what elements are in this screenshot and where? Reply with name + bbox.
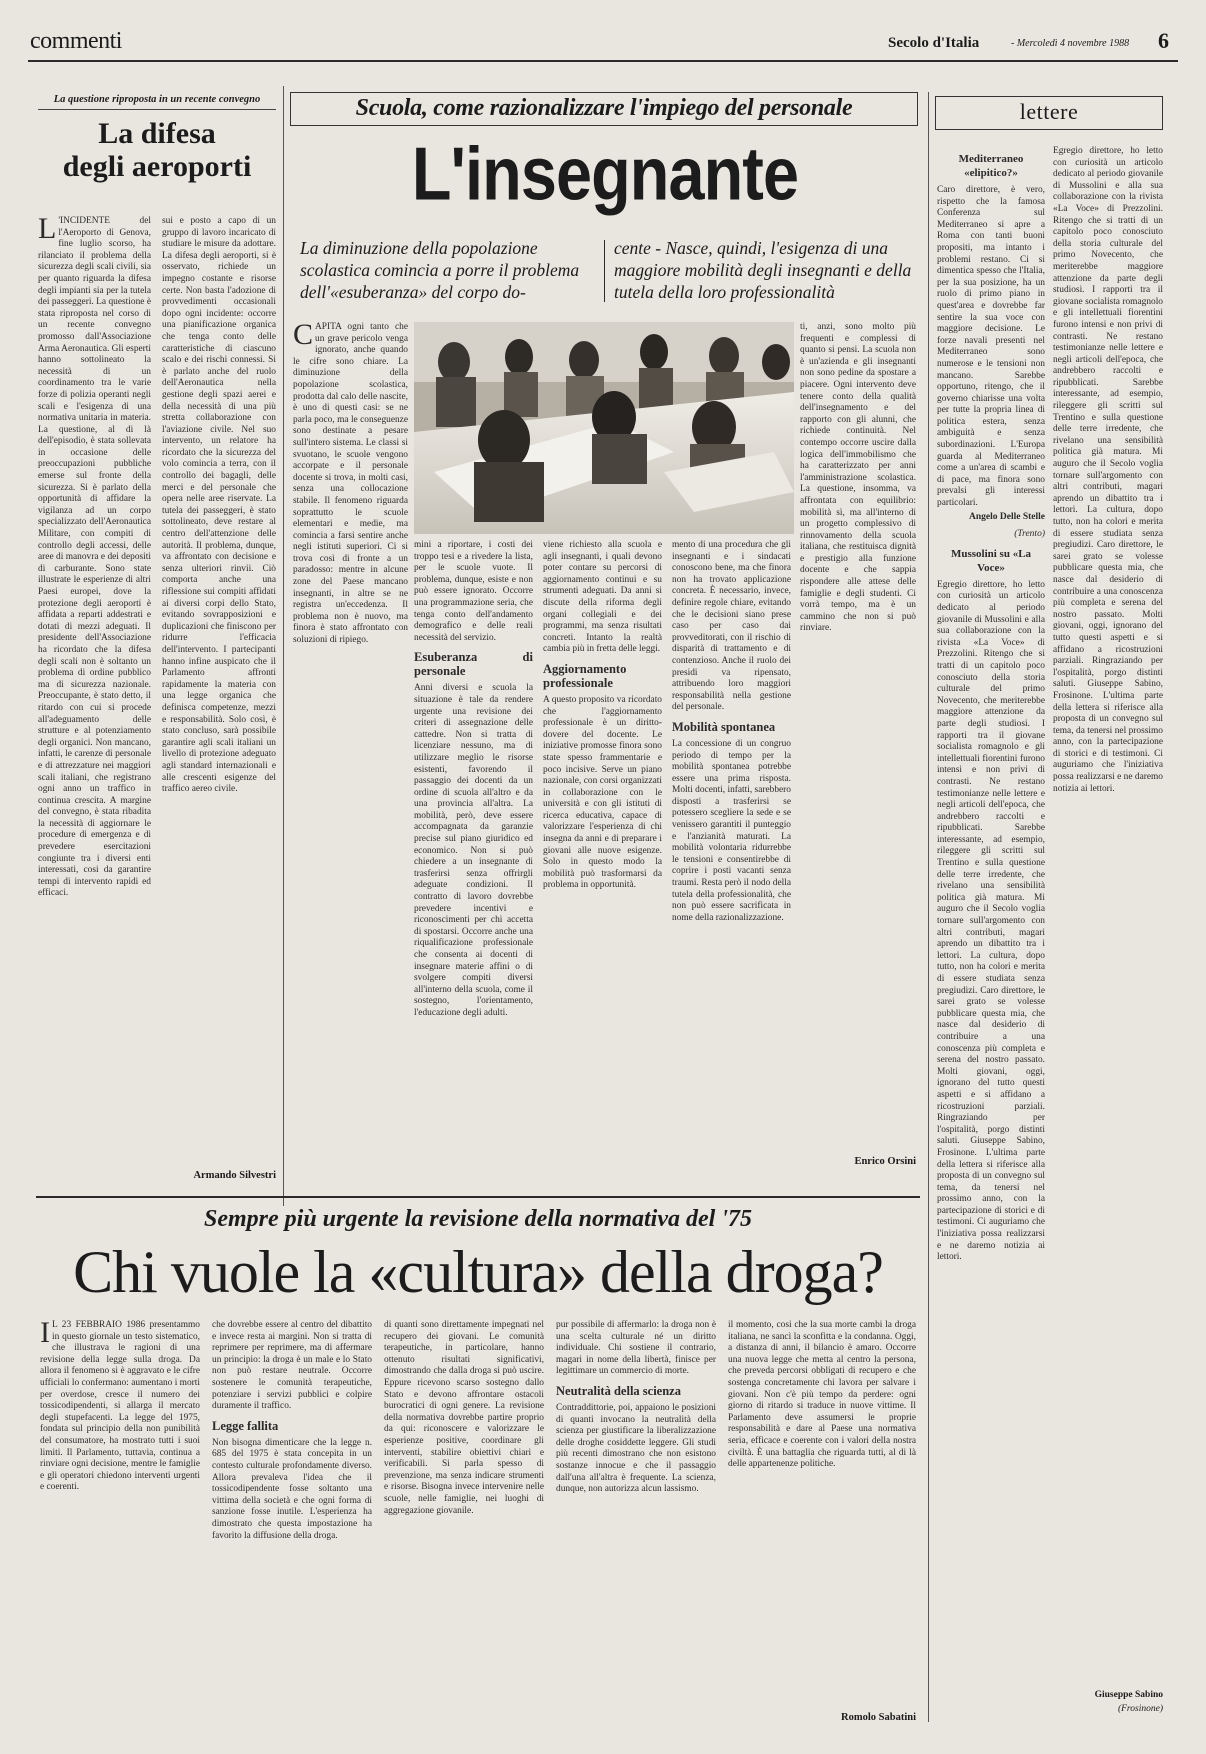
- center-col4: [672, 540, 791, 1180]
- center-kicker: Scuola, come razionalizzare l'impiego del personale: [355, 95, 853, 121]
- bottom-col3: [384, 1320, 544, 1720]
- letter2-city: (Frosinone): [1117, 1704, 1163, 1714]
- bottom-col2-text2: Non bisogna dimenticare che la legge n. 685 del 1975 è stata concepita in un contesto culturale profondamente diverso. Allora prevaleva l'idea che il tossicodipendente fosse soltanto una vittima della società e che ogni forma di sanzione fosse inutile. L'esperienza ha dimostrato che questa impostazione ha favorito la diffusione della droga.: [212, 1437, 372, 1541]
- bottom-byline: Romolo Sabatini: [841, 1712, 916, 1723]
- letter1-city: (Trento): [1014, 529, 1045, 540]
- bottom-col4-text2: Contraddittorie, poi, appaiono le posizioni di quanti invocano la neutralità della scienza per giustificare la liberalizzazione delle droghe cosiddette leggere. Gli studi più recenti dimostrano che non esistono sostanze innocue e che il passaggio dall'una all'altra è frequente. La scienza, dunque, non autorizza alcun lassismo.: [556, 1402, 716, 1495]
- section-label: commenti: [30, 28, 122, 54]
- center-byline: Enrico Orsini: [854, 1156, 916, 1167]
- bottom-col4-text: pur possibile di affermarlo: la droga non è una scelta culturale né un diritto individuale. Chi sostiene il contrario, magari in nome della libertà, finisce per legittimare un commercio di morte.: [556, 1320, 716, 1377]
- newspaper-name: Secolo d'Italia: [888, 35, 980, 51]
- center-col4-text2: La concessione di un congruo periodo di tempo per la mobilità spontanea potrebbe essere una prima risposta. Molti docenti, infatti, sarebbero disposti a trasferirsi se potessero scegliere la sede e se venissero garantiti il punteggio e l'anzianità maturati. La mobilità volontaria ridurrebbe le tensioni e consentirebbe di coprire i posti vacanti senza traumi. Resta però il nodo della tutela della professionalità, che non può essere sacrificata in nome della razionalizzazione.: [672, 738, 791, 923]
- center-col3-text2: A questo proposito va ricordato che l'aggiornamento professionale è un diritto-dovere del docente. Le iniziative promosse finora sono state spesso frammentarie e poco incisive. Serve un piano nazionale, con corsi organizzati in collaborazione con le università e con gli istituti di ricerca educativa, capace di valorizzare l'esperienza di chi insegna da anni e di preparare i giovani alle nuove esigenze. Solo in questo modo la mobilità può trasformarsi da problema in opportunità.: [543, 694, 662, 891]
- deck-divider: [604, 240, 605, 302]
- bottom-dropcap: I: [40, 1320, 50, 1349]
- left-article-col1: [38, 216, 151, 1191]
- center-col4-subhead: Mobilità spontanea: [672, 719, 776, 734]
- classroom-photo-illustration: [414, 322, 794, 534]
- center-col2: [414, 540, 533, 1180]
- classroom-photo: [414, 322, 794, 534]
- left-dropcap: L: [38, 216, 57, 245]
- left-article: [38, 94, 276, 1202]
- center-col1: [293, 322, 408, 1182]
- center-col2-subhead: Esuberanza di personale: [414, 650, 533, 679]
- issue-date: - Mercoledì 4 novembre 1988: [1011, 38, 1130, 49]
- center-col1-text: APITA ogni tanto che un grave pericolo venga ignorato, anche quando le cifre sono chiare. La diminuzione della popolazione scolastica, prodotta dal calo delle nascite, è uno di questi casi: se ne parla poco, ma le conseguenze sono destinate a pesare sull'intero sistema. Le classi si svuotano, le scuole vengono accorpate e il personale docente si trova, in molti casi, senza una collocazione stabile. Il fenomeno riguarda soprattutto le scuole elementari e medie, ma comincia a farsi sentire anche negli istituti superiori. Ci si trova così di fronte a un paradosso: mentre in alcune zone del Paese mancano insegnanti, in altre se ne registra un'eccedenza. Il problema non è nuovo, ma finora è stato affrontato con soluzioni di ripiego.: [293, 322, 408, 646]
- left-byline: Armando Silvestri: [193, 1170, 276, 1181]
- bottom-col4: [556, 1320, 716, 1720]
- center-deck-left: La diminuzione della popolazione scolastica comincia a porre il problema dell'«esuberanza» del corpo do-: [300, 238, 580, 302]
- left-title-line1: La difesa: [98, 117, 216, 150]
- letters-col1: [937, 146, 1045, 1716]
- bottom-col1-text: L 23 FEBBRAIO 1986 presentammo in questo giornale un testo sistematico, che illustrava le ragioni di una revisione della legge sulla droga. Da allora il fenomeno si è aggravato e le cifre ufficiali lo confermano: aumentano i morti per overdose, cresce il numero dei tossicodipendenti, si allarga il mercato degli stupefacenti. La legge del 1975, fondata sul principio della non punibilità del consumatore, ha mostrato tutti i suoi limiti. Il Parlamento, tuttavia, continua a rinviare ogni decisione, mentre le famiglie e gli operatori chiedono interventi urgenti e coerenti.: [40, 1320, 200, 1493]
- letters-col2-text: Egregio direttore, ho letto con curiosità un articolo dedicato al periodo giovanile di Mussolini e alla sua collaborazione con la rivista «La Voce» di Prezzolini. Ritengo che si tratti di un capitolo poco conosciuto della storia culturale del primo Novecento, che meriterebbe maggiore attenzione da parte degli studiosi. I rapporti tra il giovane socialista romagnolo e gli intellettuali fiorentini furono intensi e non privi di contrasti. Ne restano testimonianze nelle lettere e negli articoli dell'epoca, che andrebbero raccolti e ripubblicati. Sarebbe interessante, ad esempio, rileggere gli scritti sul Trentino e sulla questione delle terre irredente, che rivelano una sensibilità politica già matura. Mi auguro che il Secolo voglia tornare sull'argomento con altri contributi, magari aprendo un dibattito tra i lettori. La cultura, dopo tutto, non ha colori e merita di essere studiata senza pregiudizi. Caro direttore, le sarei grato se volesse pubblicare questa mia, che nasce dal desiderio di contribuire a una conoscenza più completa e serena del nostro passato. Molti giovani, oggi, ignorano del tutto questi aspetti e si affidano a ricostruzioni parziali. Ringraziando per l'ospitalità, porgo distinti saluti. Giuseppe Sabino, Frosinone. L'ultima parte della lettera si riferisce alla proposta di un convegno sul tema, da tenersi nel prossimo anno, con la partecipazione di storici e di testimoni. Ci auguriamo che l'iniziativa possa realizzarsi e ne daremo notizia ai lettori.: [1053, 146, 1163, 794]
- center-dropcap: C: [293, 322, 314, 351]
- letters-header-box: [935, 96, 1163, 130]
- letter2-signature: Giuseppe Sabino: [1094, 1690, 1163, 1700]
- center-col2-text: mini a riportare, i costi dei troppo tesi e a rivedere la lista, per le scuole vuote. Il problema, dunque, esiste e non può essere ignorato. Occorre una programmazione seria, che tenga conto dell'andamento demografico e delle reali necessità del servizio.: [414, 540, 533, 643]
- left-column-rule: [283, 86, 284, 1206]
- bottom-title: Chi vuole la «cultura» della droga?: [73, 1239, 883, 1305]
- center-kicker-box: [290, 92, 918, 126]
- center-col3-text: viene richiesto alla scuola e agli insegnanti, i quali devono poter contare su percorsi di aggiornamento continui e su strumenti adeguati. Da anni si discute della riforma degli organi collegiali e dei programmi, ma senza risultati concreti. Intanto la realtà cambia più in fretta delle leggi.: [543, 540, 662, 655]
- center-deck-right: cente - Nasce, quindi, l'esigenza di una maggiore mobilità degli insegnanti e della tutela della loro professionalità: [614, 238, 912, 302]
- left-kicker: La questione riproposta in un recente convegno: [38, 94, 276, 110]
- center-col5: [800, 322, 916, 1142]
- center-col4-text: mento di una procedura che gli insegnanti e i sindacati conoscono bene, ma che finora non ha trovato applicazione concreta. È necessario, invece, definire regole chiare, evitando che le decisioni siano prese caso per caso dai provveditorati, con il rischio di disparità di trattamento e di contenzioso. Anche il ruolo dei presidi va ripensato, attribuendo loro maggiori responsabilità nella gestione del personale.: [672, 540, 791, 713]
- bottom-col3-text: di quanti sono direttamente impegnati nel recupero dei giovani. Le comunità terapeutiche, in particolare, hanno ottenuto risultati significativi, dimostrando che dalla droga si può uscire. Eppure ricevono scarso sostegno dallo Stato e devono affrontare ostacoli burocratici di ogni genere. La revisione della normativa dovrebbe partire proprio da qui: riconoscere e valorizzare le esperienze positive, coordinare gli interventi, stabilire obiettivi chiari e verificabili. Si parla spesso di prevenzione, ma senza indicare strumenti e risorse. Bisogna invece intervenire nelle scuole, nelle famiglie, nei luoghi di aggregazione giovanile.: [384, 1320, 544, 1516]
- center-title: L'insegnante: [411, 132, 799, 217]
- bottom-col2-subhead: Legge fallita: [212, 1418, 279, 1433]
- letters-col2: [1053, 146, 1163, 1716]
- center-title-wrap: [290, 128, 918, 218]
- center-col5-text: ti, anzi, sono molto più frequenti e complessi di quanto si pensi. La scuola non è un'azienda e gli insegnanti non sono pedine da spostare a piacere. Ogni intervento deve tenere conto della qualità dell'insegnamento e del rapporto con gli alunni, che richiede continuità. Nel contempo occorre uscire dalla logica dell'immobilismo che ha caratterizzato per anni l'amministrazione scolastica. La questione, insomma, va affrontata con equilibrio: mobilità sì, ma all'interno di un progetto complessivo di rinnovamento della scuola italiana, che restituisca dignità e prestigio alla funzione docente e che sappia rispondere alle attese delle famiglie e degli studenti. Ci vorrà tempo, ma è un cammino che non si può rinviare.: [800, 322, 916, 634]
- letter1-title: Mediterraneo «elipitico?»: [958, 153, 1024, 179]
- left-title-line2: degli aeroporti: [62, 150, 252, 183]
- letters-header: lettere: [1019, 99, 1079, 124]
- left-col1-text: 'INCIDENTE del l'Aeroporto di Genova, fine luglio scorso, ha rilanciato il problema della sicurezza degli scali civili, sia per quanto riguarda la difesa degli impianti sia per la tutela dei passeggeri. La questione è stata riproposta nel corso di un recente convegno promosso dall'Associazione Arma Aeronautica. Gli esperti hanno sottolineato la necessità di un coordinamento tra le varie forze di polizia operanti negli scali e l'esigenza di una normativa unitaria in materia. La questione, al di là dell'episodio, è stata sollevata in occasione delle preoccupazioni pubbliche emerse sul fronte della sicurezza. Si è parlato della opportunità di affidare la vigilanza ad un corpo specializzato dell'Aeronautica Militare, con compiti di controllo degli accessi, delle aree di manovra e dei depositi di carburante. Sono state illustrate le esperienze di altri Paesi europei, dove la protezione degli aeroporti è affidata a reparti addestrati e dotati di mezzi adeguati. Il presidente dell'Associazione ha ricordato che la difesa degli scali non è soltanto un problema di ordine pubblico ma di sicurezza nazionale. Preoccupante, è stato detto, il ritardo con cui si procede all'adeguamento delle strutture e al potenziamento degli organici. Non mancano, infatti, le carenze di personale e di attrezzature nei maggiori scali italiani, che registrano ogni anno un traffico in continua crescita. A margine del convegno, è stata ribadita la necessità di aggiornare le procedure di emergenza e di prevedere esercitazioni congiunte tra i diversi enti interessati, cosi da garantire tempi di intervento rapidi ed efficaci.: [38, 216, 151, 899]
- letter2-title: Mussolini su «La Voce»: [950, 547, 1032, 574]
- bottom-kicker: Sempre più urgente la revisione della normativa del '75: [204, 1206, 752, 1232]
- center-col3: [543, 540, 662, 1180]
- bottom-col5-text: il momento, cosi che la sua morte cambi la droga italiana, ne sancì la sconfitta e la condanna. Oggi, a distanza di anni, il bilancio è amaro. Occorre una nuova legge che metta al centro la persona, che preveda percorsi obbligati di recupero e che sostenga concretamente chi lavora per salvare i giovani. Non c'è più tempo da perdere: ogni giorno di ritardo si traduce in nuove vittime. Il Parlamento deve assumersi le proprie responsabilità e dare al Paese una normativa seria, efficace e coerente con i valori della nostra civiltà. È una battaglia che riguarda tutti, al di là delle appartenenze politiche.: [728, 1320, 916, 1470]
- bottom-col2: [212, 1320, 372, 1720]
- left-article-col2: [162, 216, 276, 1171]
- bottom-col2-text: che dovrebbe essere al centro del dibattito e invece resta ai margini. Non si tratta di reprimere per reprimere, ma di affermare un principio: la droga è un male e lo Stato non può restare neutrale. Occorre sostenere le comunità terapeutiche, potenziare i servizi pubblici e colpire duramente il traffico.: [212, 1320, 372, 1412]
- left-col2-text: sui e posto a capo di un gruppo di lavoro incaricato di studiare le misure da adottare. La difesa degli aeroporti, si è osservato, richiede un impegno costante e risorse certe. Non basta l'adozione di provvedimenti occasionali dopo ogni incidente: occorre una pianificazione organica che tenga conto delle caratteristiche di ciascuno scalo e dei rischi connessi. Si è parlato anche del ruolo dell'Aeronautica nella gestione degli spazi aerei e della necessità di una più stretta collaborazione con l'aviazione civile. Nel suo intervento, un relatore ha ricordato che la sicurezza del volo comincia a terra, con il controllo dei bagagli, delle merci e del personale che opera nelle aree riservate. La tutela dei passeggeri, è stato sottolineato, deve restare al centro dell'attenzione delle autorità. Il problema, dunque, va affrontato con decisione e senza ulteriori rinvii. Ciò comporta anche una riflessione sui compiti affidati ai diversi corpi dello Stato, evitando sovrapposizioni e duplicazioni che finiscono per ridurre l'efficacia dell'intervento. I partecipanti hanno infine auspicato che il Parlamento affronti rapidamente la materia con una legge organica che definisca competenze, mezzi e responsabilità. Solo così, è stato concluso, sarà possibile garantire agli scali italiani un livello di protezione adeguato agli standard internazionali e alle crescenti esigenze del traffico aereo civile.: [162, 216, 276, 795]
- letter1-signature: Angelo Delle Stelle: [969, 511, 1045, 522]
- letters-column: [928, 92, 1169, 1722]
- bottom-col5: [728, 1320, 916, 1702]
- center-col2-text2: Anni diversi e scuola la situazione è tale da rendere urgente una revisione dei criteri di assegnazione delle cattedre. Non si tratta di licenziare nessuno, ma di utilizzare meglio le risorse esistenti, favorendo il passaggio dei docenti da un ordine di scuola all'altro e da una provincia all'altra. La mobilità, però, deve essere accompagnata da garanzie precise sul piano giuridico ed economico. Non si può chiedere a un insegnante di trasferirsi senza offrirgli adeguate condizioni. Il contratto di lavoro dovrebbe prevedere incentivi e riconoscimenti per chi accetta di spostarsi. Occorre anche una riqualificazione professionale che consenta ai docenti di insegnare materie affini o di svolgere compiti diversi all'interno della scuola, come il sostegno, l'orientamento, l'educazione degli adulti.: [414, 683, 533, 1018]
- page-number: 6: [1158, 28, 1169, 53]
- masthead-rule: [28, 60, 1178, 62]
- center-col3-subhead: Aggiornamento professionale: [543, 661, 627, 690]
- bottom-article-rule: [36, 1196, 920, 1198]
- bottom-col1: [40, 1320, 200, 1720]
- letter1-text: Caro direttore, è vero, rispetto che la famosa Conferenza sul Mediterraneo si apre a Roma con tanti buoni propositi, ma intanto i problemi restano. Ci si dimentica spesso che l'Italia, per la sua posizione, ha un ruolo di primo piano in quest'area e dovrebbe far sentire la sua voce con maggiore decisione. Le forze navali presenti nel Mediterraneo sono numerose e le tensioni non mancano. Sarebbe opportuno, ritengo, che il governo chiarisse una volta per tutte la propria linea di politica estera, senza ambiguità e senza subordinazioni. L'Europa guarda al Mediterraneo come a un'area di scambi e di pace, ma finora sono prevalsi gli interessi particolari.: [937, 185, 1045, 509]
- bottom-col4-subhead: Neutralità della scienza: [556, 1383, 681, 1398]
- letter2-text: Egregio direttore, ho letto con curiosità un articolo dedicato al periodo giovanile di Mussolini e alla sua collaborazione con la rivista «La Voce» di Prezzolini. Ritengo che si tratti di un capitolo poco conosciuto della storia culturale del primo Novecento, che meriterebbe maggiore attenzione da parte degli studiosi. I rapporti tra il giovane socialista romagnolo e gli intellettuali fiorentini furono intensi e non privi di contrasti. Ne restano testimonianze nelle lettere e negli articoli dell'epoca, che andrebbero raccolti e ripubblicati. Sarebbe interessante, ad esempio, rileggere gli scritti sul Trentino e sulla questione delle terre irredente, che rivelano una sensibilità politica già matura. Mi auguro che il Secolo voglia tornare sull'argomento con altri contributi, magari aprendo un dibattito tra i lettori. La cultura, dopo tutto, non ha colori e merita di essere studiata senza pregiudizi. Caro direttore, le sarei grato se volesse pubblicare questa mia, che nasce dal desiderio di contribuire a una conoscenza più completa e serena del nostro passato. Molti giovani, oggi, ignorano del tutto questi aspetti e si affidano a ricostruzioni parziali. Ringraziando per l'ospitalità, porgo distinti saluti. Giuseppe Sabino, Frosinone. L'ultima parte della lettera si riferisce alla proposta di un convegno sul tema, da tenersi nel prossimo anno, con la partecipazione di storici e di testimoni. Ci auguriamo che l'iniziativa possa realizzarsi e ne daremo notizia ai lettori.: [937, 579, 1045, 1263]
